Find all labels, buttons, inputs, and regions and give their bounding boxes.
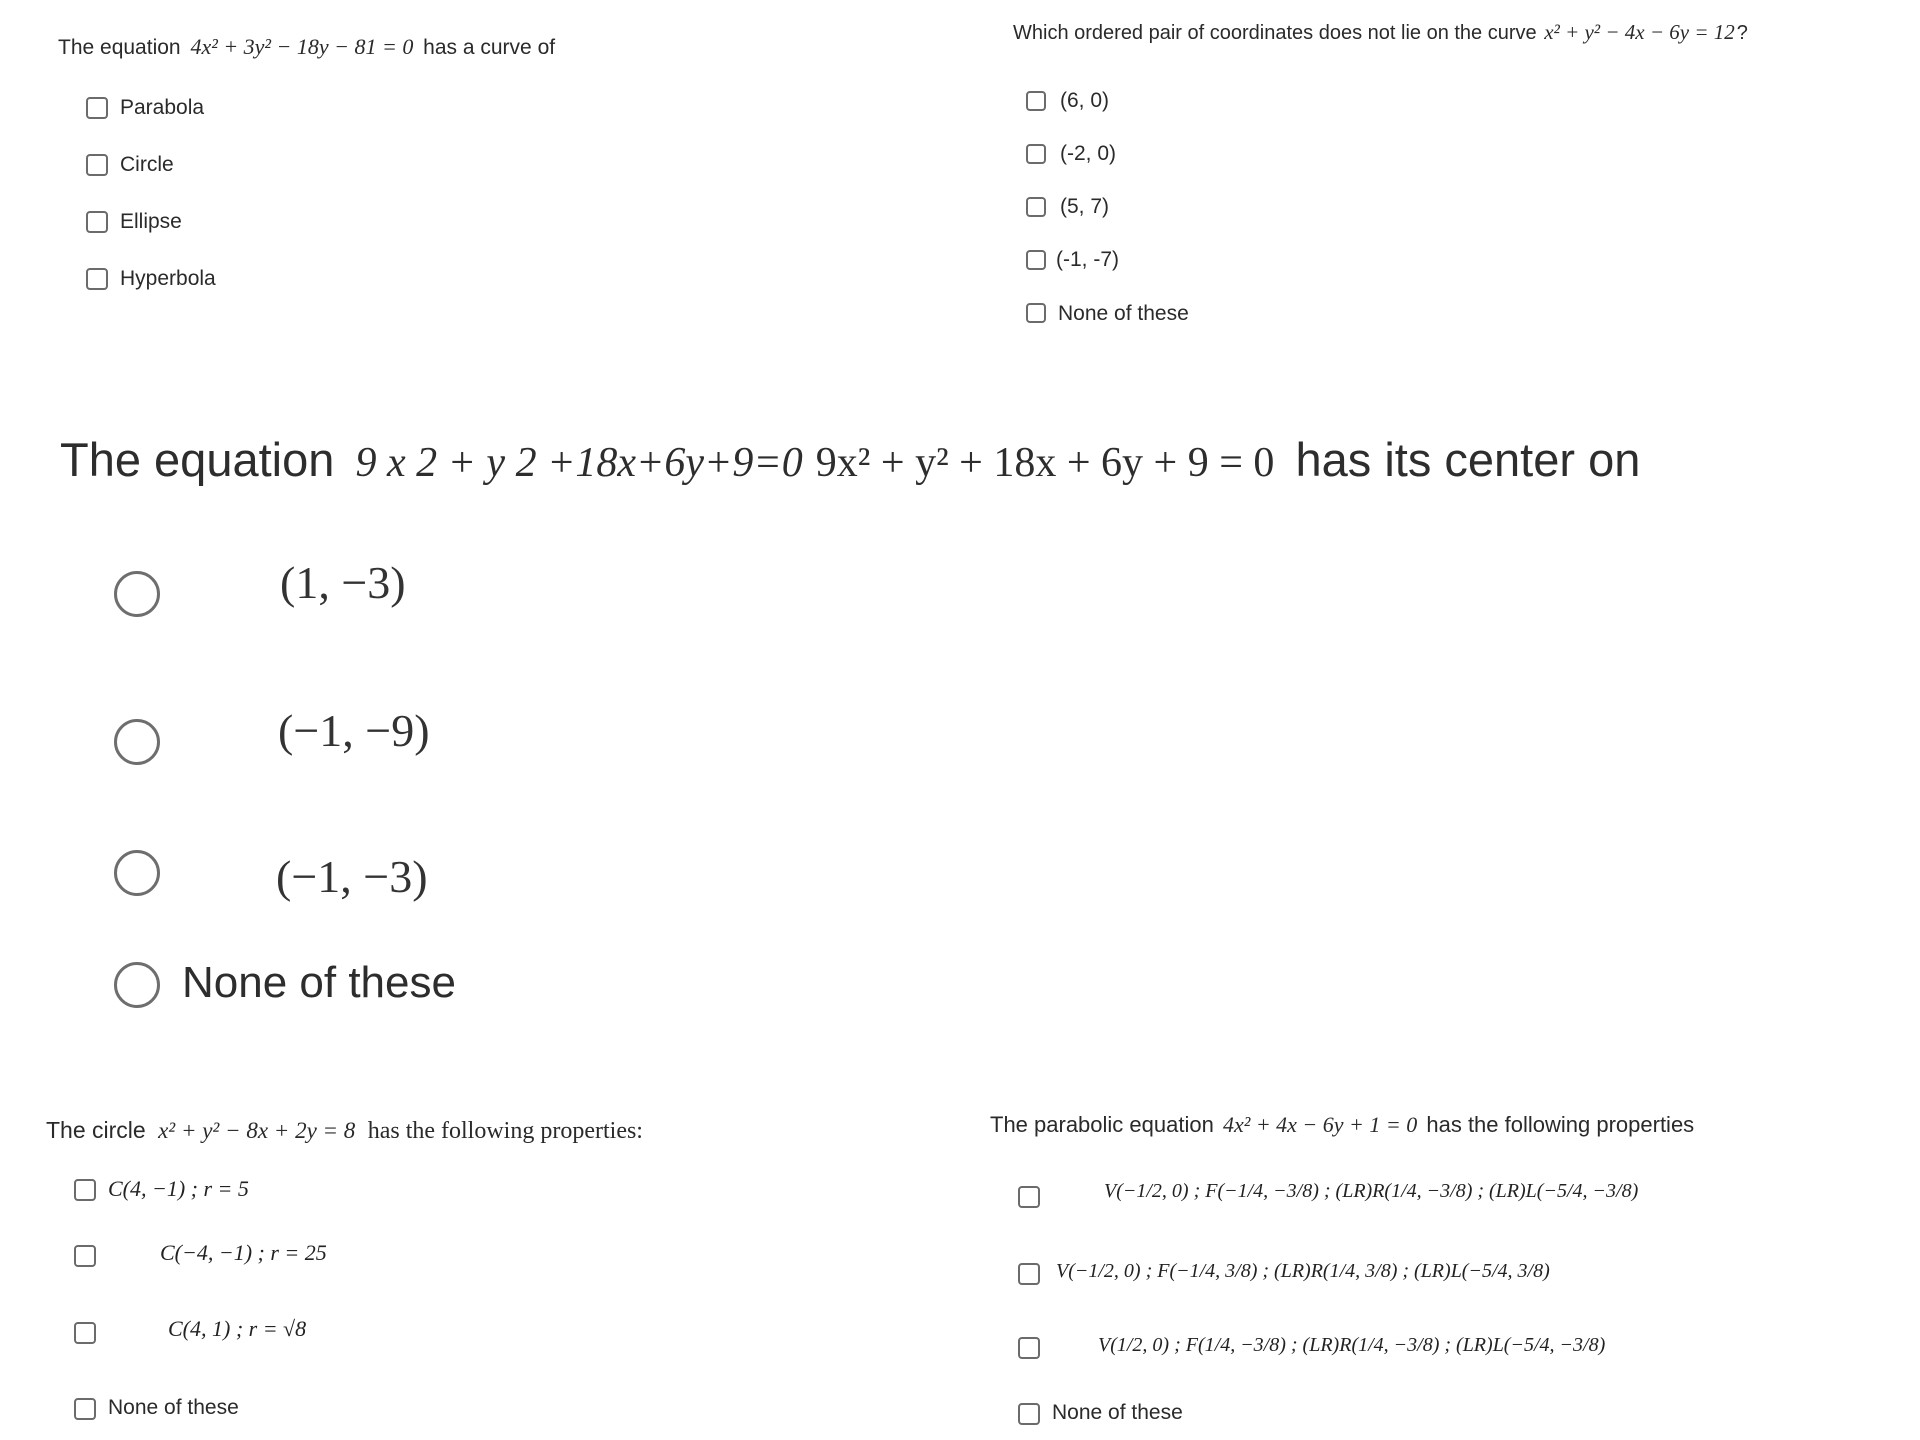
checkbox[interactable] <box>1018 1403 1040 1425</box>
checkbox[interactable] <box>74 1398 96 1420</box>
option-label: C(4, −1) ; r = 5 <box>108 1176 249 1201</box>
radio-button[interactable] <box>114 719 160 765</box>
radio-button[interactable] <box>114 571 160 617</box>
q3-prefix: The equation <box>60 433 335 486</box>
checkbox[interactable] <box>86 154 108 176</box>
q1-question <box>58 34 555 60</box>
q2-prefix: Which ordered pair of coordinates does not lie on the curve <box>1013 22 1537 44</box>
option-label: (1, −3) <box>280 557 406 608</box>
option-label: (6, 0) <box>1060 89 1110 112</box>
q2-suffix: ? <box>1736 22 1748 44</box>
option-label: None of these <box>1052 1401 1183 1424</box>
option-label: None of these <box>108 1396 239 1419</box>
option-label: V(1/2, 0) ; F(1/4, −3/8) ; (LR)R(1/4, −3/8) ; (LR)L(−5/4, −3/8) <box>1098 1334 1606 1356</box>
q4-question <box>46 1117 643 1145</box>
checkbox[interactable] <box>1018 1263 1040 1285</box>
checkbox[interactable] <box>1026 250 1046 270</box>
checkbox[interactable] <box>86 97 108 119</box>
q2-question <box>1013 20 1748 45</box>
radio-button[interactable] <box>114 962 160 1008</box>
checkbox[interactable] <box>1026 144 1046 164</box>
option-label: Hyperbola <box>120 267 216 290</box>
radio-button[interactable] <box>114 850 160 896</box>
q1-prefix: The equation <box>58 36 181 59</box>
q4-prefix: The circle <box>46 1117 146 1143</box>
checkbox[interactable] <box>86 268 108 290</box>
q5-equation: 4x² + 4x − 6y + 1 = 0 <box>1222 1112 1418 1137</box>
option-label: C(4, 1) ; r = √8 <box>168 1316 307 1341</box>
option-label: Circle <box>120 153 174 176</box>
q5-question <box>990 1112 1694 1138</box>
option-label: (5, 7) <box>1060 195 1110 218</box>
q1-suffix: has a curve of <box>423 36 556 59</box>
checkbox[interactable] <box>74 1179 96 1201</box>
option-label: V(−1/2, 0) ; F(−1/4, −3/8) ; (LR)R(1/4, −3/8) ; (LR)L(−5/4, −3/8) <box>1104 1180 1639 1202</box>
option-label: Ellipse <box>120 210 182 233</box>
checkbox[interactable] <box>1018 1337 1040 1359</box>
q5-prefix: The parabolic equation <box>990 1112 1214 1137</box>
q3-suffix: has its center on <box>1295 433 1641 486</box>
q4-suffix: has the following properties: <box>367 1118 643 1144</box>
checkbox[interactable] <box>74 1322 96 1344</box>
option-label: (−1, −9) <box>278 705 430 756</box>
q3-equation: 9x² + y² + 18x + 6y + 9 = 0 <box>815 440 1275 486</box>
q1-equation: 4x² + 3y² − 18y − 81 = 0 <box>190 34 414 59</box>
checkbox[interactable] <box>1026 303 1046 323</box>
option-label: (-1, -7) <box>1056 248 1119 271</box>
checkbox[interactable] <box>1018 1186 1040 1208</box>
option-label: (-2, 0) <box>1060 142 1117 165</box>
checkbox[interactable] <box>1026 91 1046 111</box>
checkbox[interactable] <box>86 211 108 233</box>
option-label: C(−4, −1) ; r = 25 <box>160 1240 327 1265</box>
option-label: None of these <box>182 958 456 1007</box>
option-label: V(−1/2, 0) ; F(−1/4, 3/8) ; (LR)R(1/4, 3/8) ; (LR)L(−5/4, 3/8) <box>1056 1260 1550 1282</box>
q2-equation: x² + y² − 4x − 6y = 12 <box>1544 20 1735 44</box>
option-label: (−1, −3) <box>276 851 428 902</box>
checkbox[interactable] <box>1026 197 1046 217</box>
q3-question <box>60 432 1640 487</box>
option-label: Parabola <box>120 96 205 119</box>
option-label: None of these <box>1058 302 1189 325</box>
q3-raw-equation: 9 x 2 + y 2 +18x+6y+9=0 <box>355 440 803 486</box>
q5-suffix: has the following properties <box>1426 1112 1695 1137</box>
checkbox[interactable] <box>74 1245 96 1267</box>
q4-equation: x² + y² − 8x + 2y = 8 <box>158 1118 356 1143</box>
